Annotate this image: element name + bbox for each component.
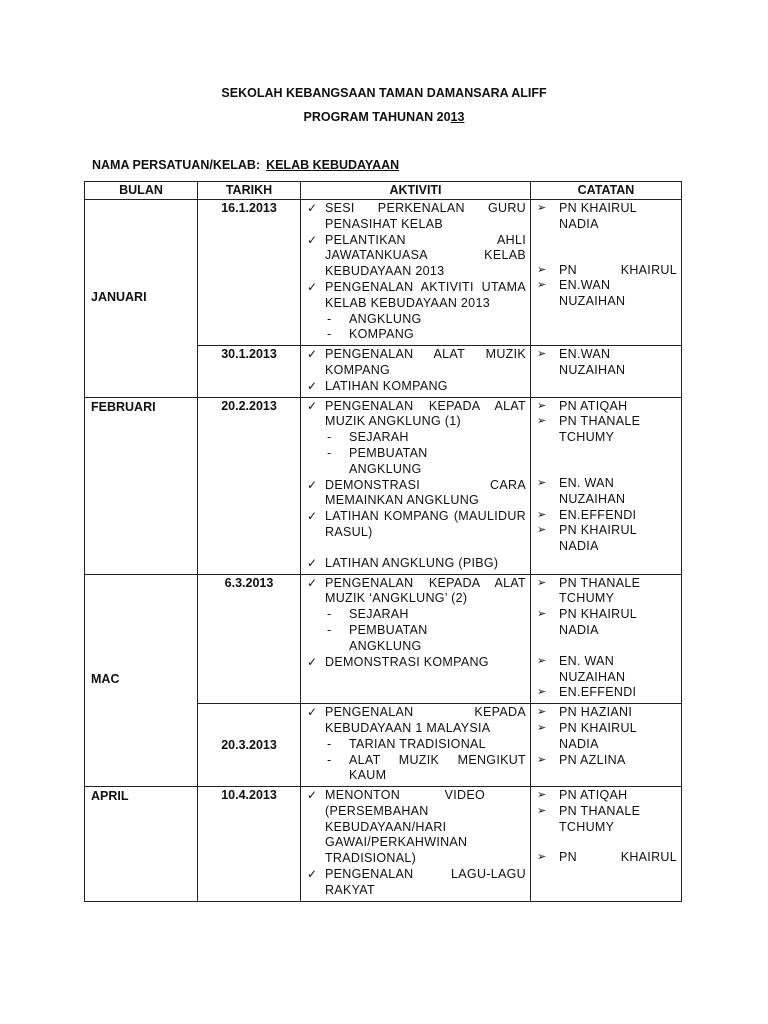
program-title <box>0 110 768 124</box>
note-item: ➢ PN THANALETCHUMY <box>537 575 641 606</box>
activity-subitem: - ALAT MUZIK MENGIKUT KAUM <box>327 752 526 783</box>
arrowhead-icon: ➢ <box>537 279 547 292</box>
note-item: ➢ PN THANALETCHUMY <box>537 803 641 834</box>
note-item: ➢ PN KHAIRUL NADIA <box>537 607 637 637</box>
note-item: ➢ EN.WAN NUZAIHAN <box>537 278 626 309</box>
note-item: ➢ PN KHAIRUL <box>537 262 677 277</box>
note-item: ➢ PN THANALETCHUMY <box>537 414 641 445</box>
arrowhead-icon: ➢ <box>537 753 547 766</box>
arrowhead-icon: ➢ <box>537 202 547 214</box>
note-item: ➢ PN KHAIRUL <box>537 850 677 865</box>
activity-item: ✓ PENGENALAN KEPADA ALAT MUZIK ANGKLUNG (1) <box>307 398 526 429</box>
activity-subitem: - KOMPANG <box>327 327 415 342</box>
activity-item: ✓ PELANTIKAN AHLI JAWATANKUASA KELAB KEBUDAYAAN 2013 <box>307 232 526 279</box>
note-item: ➢ PN KHAIRUL NADIA <box>537 720 637 751</box>
column-header-bulan: BULAN <box>85 182 198 200</box>
notes-cell <box>531 200 682 346</box>
activity-subitem: - SEJARAH <box>327 607 409 622</box>
arrowhead-icon: ➢ <box>537 686 547 699</box>
arrowhead-icon: ➢ <box>537 348 547 361</box>
activity-subitem: - ANGKLUNG <box>327 311 422 326</box>
note-item: ➢ EN.EFFENDI <box>537 507 637 522</box>
arrowhead-icon: ➢ <box>537 508 547 521</box>
checkmark-icon: ✓ <box>307 509 318 524</box>
activity-item: ✓ LATIHAN KOMPANG (MAULIDUR RASUL) <box>307 509 526 539</box>
annual-program-table <box>84 181 682 902</box>
checkmark-icon: ✓ <box>307 555 318 570</box>
date-cell: 20.3.2013 <box>198 704 301 787</box>
activity-cell <box>301 200 531 346</box>
activity-item: ✓ LATIHAN KOMPANG <box>307 378 448 393</box>
month-cell: FEBRUARI <box>85 397 198 574</box>
note-item: ➢ PN AZLINA <box>537 752 626 767</box>
checkmark-icon: ✓ <box>307 867 318 882</box>
checkmark-icon: ✓ <box>307 347 318 362</box>
school-title: SEKOLAH KEBANGSAAN TAMAN DAMANSARA ALIFF <box>221 86 547 100</box>
note-item: ➢ EN.WAN NUZAIHAN <box>537 347 626 377</box>
activity-item: ✓ PENGENALAN ALAT MUZIK KOMPANG <box>307 347 526 377</box>
note-item: ➢ EN.EFFENDI <box>537 685 637 700</box>
activity-item: ✓ DEMONSTRASI CARA MEMAINKAN ANGKLUNG <box>307 477 526 508</box>
table-row <box>85 397 682 574</box>
date-cell: 20.2.2013 <box>198 397 301 574</box>
club-name: KELAB KEBUDAYAAN <box>266 158 400 172</box>
note-item: ➢ PN ATIQAH <box>537 398 628 413</box>
notes-cell <box>531 787 682 902</box>
column-header-aktiviti: AKTIVITI <box>301 182 531 200</box>
checkmark-icon: ✓ <box>307 378 318 393</box>
notes-cell <box>531 397 682 574</box>
activity-cell <box>301 574 531 704</box>
activity-item: ✓ LATIHAN ANGKLUNG (PIBG) <box>307 555 499 570</box>
activity-subitem: - SEJARAH <box>327 430 409 445</box>
activity-item: ✓ DEMONSTRASI KOMPANG <box>307 654 489 669</box>
checkmark-icon: ✓ <box>307 398 318 413</box>
program-title-year-suffix: 13 <box>450 110 465 124</box>
checkmark-icon: ✓ <box>307 705 318 720</box>
arrowhead-icon: ➢ <box>537 608 547 621</box>
note-item: ➢ EN. WAN NUZAIHAN <box>537 475 626 506</box>
activity-cell <box>301 704 531 787</box>
table-row <box>85 200 682 346</box>
activity-subitem: - PEMBUATAN ANGKLUNG <box>327 622 428 653</box>
arrowhead-icon: ➢ <box>537 654 547 667</box>
column-header-tarikh: TARIKH <box>198 182 301 200</box>
checkmark-icon: ✓ <box>307 232 318 247</box>
note-item: ➢ PN KHAIRUL NADIA <box>537 523 637 554</box>
club-label: NAMA PERSATUAN/KELAB: <box>92 158 261 172</box>
month-cell: MAC <box>85 574 198 787</box>
arrowhead-icon: ➢ <box>537 263 547 276</box>
arrowhead-icon: ➢ <box>537 476 547 489</box>
activity-cell <box>301 397 531 574</box>
notes-cell <box>531 574 682 704</box>
checkmark-icon: ✓ <box>307 477 318 492</box>
table-header-row <box>85 182 682 200</box>
program-title-main: PROGRAM TAHUNAN 20 <box>303 110 451 124</box>
arrowhead-icon: ➢ <box>537 804 547 817</box>
month-cell: APRIL <box>85 787 198 902</box>
activity-item: ✓ PENGENALAN AKTIVITI UTAMA KELAB KEBUDAYAAN 2013 <box>307 279 526 310</box>
column-header-catatan: CATATAN <box>531 182 682 200</box>
activity-subitem: - TARIAN TRADISIONAL <box>327 736 486 751</box>
arrowhead-icon: ➢ <box>537 789 547 802</box>
note-item: ➢ EN. WAN NUZAIHAN <box>537 653 626 684</box>
date-cell: 30.1.2013 <box>198 346 301 397</box>
note-item: ➢ PN KHAIRUL NADIA <box>537 201 637 231</box>
checkmark-icon: ✓ <box>307 201 318 215</box>
table-row <box>85 574 682 704</box>
activity-item: ✓ PENGENALAN LAGU-LAGU RAKYAT <box>307 867 526 897</box>
checkmark-icon: ✓ <box>307 654 318 669</box>
arrowhead-icon: ➢ <box>537 851 547 864</box>
arrowhead-icon: ➢ <box>537 524 547 537</box>
month-cell: JANUARI <box>85 200 198 398</box>
activity-item: ✓ PENGENALAN KEPADA KEBUDAYAAN 1 MALAYSIA <box>307 705 526 735</box>
checkmark-icon: ✓ <box>307 788 318 803</box>
club-line <box>92 158 399 172</box>
activity-item: ✓ PENGENALAN KEPADA ALAT MUZIK ‘ANGKLUNG’ (2) <box>307 575 526 606</box>
activity-cell <box>301 346 531 397</box>
date-cell: 10.4.2013 <box>198 787 301 902</box>
activity-subitem: - PEMBUATAN ANGKLUNG <box>327 445 428 476</box>
arrowhead-icon: ➢ <box>537 415 547 428</box>
notes-cell <box>531 704 682 787</box>
date-cell: 16.1.2013 <box>198 200 301 346</box>
note-item: ➢ PN ATIQAH <box>537 788 628 803</box>
arrowhead-icon: ➢ <box>537 706 547 719</box>
activity-item: ✓ SESI PERKENALAN GURU PENASIHAT KELAB <box>307 201 526 231</box>
table-row <box>85 787 682 902</box>
date-cell: 6.3.2013 <box>198 574 301 704</box>
activity-item: ✓ MENONTON VIDEO (PERSEMBAHAN KEBUDAYAAN/HARI GAWAI/PERKAHWINAN TRADISIONAL) <box>307 788 485 866</box>
arrowhead-icon: ➢ <box>537 721 547 734</box>
note-item: ➢ PN HAZIANI <box>537 705 633 720</box>
activity-cell <box>301 787 531 902</box>
checkmark-icon: ✓ <box>307 279 318 294</box>
arrowhead-icon: ➢ <box>537 576 547 589</box>
arrowhead-icon: ➢ <box>537 399 547 412</box>
notes-cell <box>531 346 682 397</box>
checkmark-icon: ✓ <box>307 575 318 590</box>
